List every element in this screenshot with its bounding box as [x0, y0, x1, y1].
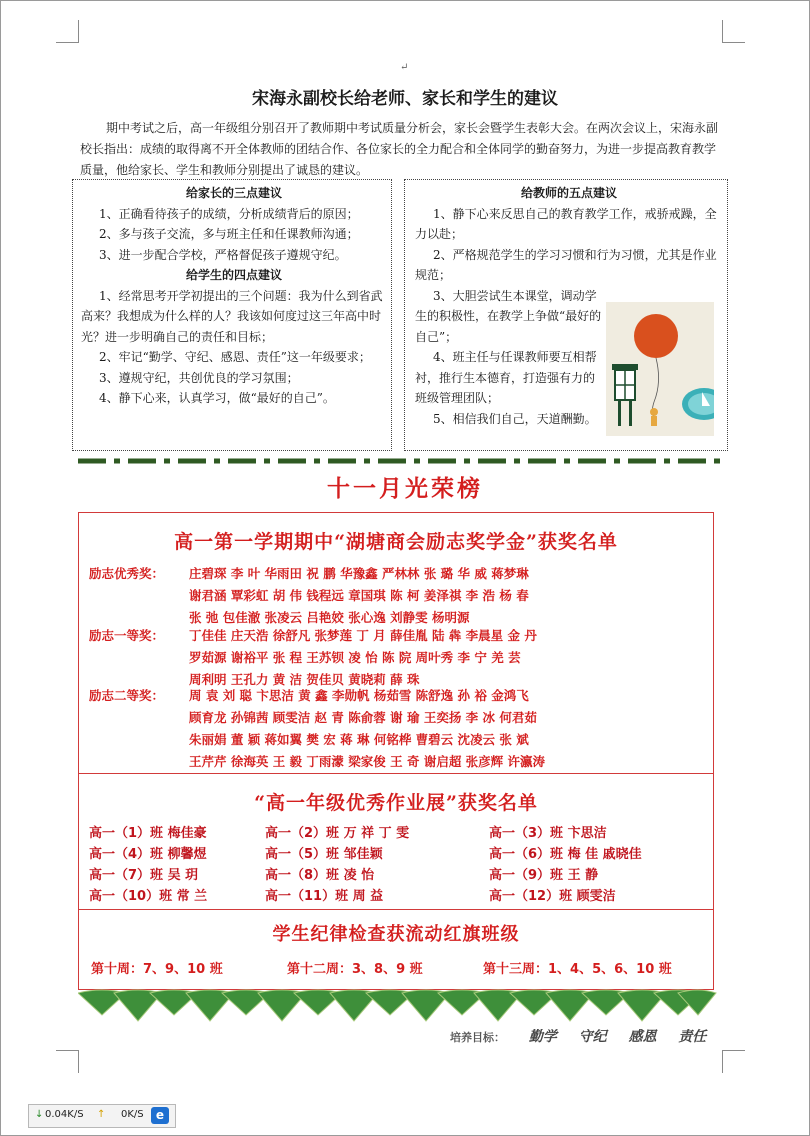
intro-paragraph: 期中考试之后，高一年级组分别召开了教师期中考试质量分析会，家长会暨学生表彰大会。在两次会议上，宋海永副校长指出：成绩的取得离不开全体教师的团结合作、各位家长的全力配合和全体同学的勤奋努力，为进一步提高教育教学质量，他给家长、学生和教师分别提出了诚恳的建议。: [80, 121, 719, 177]
award-names-line: 顾育龙 孙锦茜 顾雯洁 赵 青 陈俞蓉 谢 瑜 王奕扬 李 冰 何君茹: [189, 710, 537, 725]
award-names-line: 周 袁 刘 聪 卞思洁 黄 鑫 李勋帆 杨茹雪 陈舒逸 孙 裕 金鸿飞: [189, 688, 529, 703]
award-names-line: 罗茹源 谢裕平 张 程 王苏钡 凌 怡 陈 院 周叶秀 李 宁 羌 芸: [189, 650, 521, 665]
week-item: 第十三周：1、4、5、6、10 班: [483, 962, 672, 977]
upload-speed: 0K/S: [121, 1109, 144, 1120]
motto-word: 感恩: [628, 1029, 657, 1045]
award-group: [89, 685, 709, 773]
margin-corner-bottom-left: [56, 1050, 79, 1073]
teachers-item: 4、班主任与任课教师要互相帮衬，推行生本德育，打造强有力的班级管理团队；: [415, 350, 597, 405]
teachers-item: 2、严格规范学生的学习习惯和行为习惯，尤其是作业规范；: [415, 247, 717, 282]
students-heading: 给学生的四点建议: [185, 268, 282, 282]
browser-icon[interactable]: e: [151, 1107, 169, 1124]
award-names-line: 庄碧琛 李 叶 华雨田 祝 鹏 华豫鑫 严林林 张 璐 华 威 蒋梦琳: [189, 566, 529, 581]
award-names-line: 王芹芹 徐海英 王 毅 丁雨濛 梁家俊 王 奇 谢启超 张彦辉 许瀛涛: [189, 754, 546, 769]
homework-table: [89, 822, 709, 906]
class-cell: 高一（3）班 卞思洁: [489, 826, 607, 841]
students-item: 1、经常思考开学初提出的三个问题：我为什么到省武高来？我想成为什么样的人？我该如何度过这三年高中时光？进一步明确自己的责任和目标；: [81, 288, 383, 344]
parents-item: 3、进一步配合学校，严格督促孩子遵规守纪。: [99, 247, 347, 262]
motto-word: 责任: [678, 1029, 707, 1045]
award-names-line: 朱丽娟 董 颖 蒋如翼 樊 宏 蒋 琳 何铭桦 曹碧云 沈凌云 张 斌: [189, 732, 529, 747]
paragraph-mark-icon: ↵: [400, 62, 409, 73]
award-names-line: 周利明 王孔力 黄 洁 贺佳贝 黄晓莉 薛 珠: [189, 672, 420, 687]
motto-label: 培养目标：: [450, 1031, 505, 1044]
network-speed-widget[interactable]: [28, 1104, 176, 1128]
award-label: 励志二等奖：: [89, 688, 165, 703]
table-row: [89, 885, 709, 906]
award-label: 励志优秀奖：: [89, 566, 165, 581]
class-cell: 高一（2）班 万 祥 丁 雯: [265, 826, 410, 841]
motto-word: 守纪: [578, 1029, 607, 1045]
class-cell: 高一（12）班 顾雯洁: [489, 889, 616, 904]
teachers-heading: 给教师的五点建议: [520, 186, 617, 200]
margin-corner-bottom-right: [722, 1050, 745, 1073]
homework-section: [78, 774, 714, 910]
download-speed: 0.04K/S: [45, 1109, 84, 1120]
award-names-line: 丁佳佳 庄天浩 徐舒凡 张梦莲 丁 月 薛佳胤 陆 犇 李晨星 金 丹: [189, 628, 537, 643]
class-cell: 高一（6）班 梅 佳 戚晓佳: [489, 847, 642, 862]
table-row: [89, 822, 709, 843]
class-cell: 高一（7）班 吴 玥: [89, 868, 199, 883]
award-label: 励志一等奖：: [89, 628, 165, 643]
homework-title: “高一年级优秀作业展”获奖名单: [254, 792, 538, 814]
class-cell: 高一（5）班 邹佳颖: [265, 847, 383, 862]
honor-roll-title: 十一月光荣榜: [327, 475, 483, 502]
class-cell: 高一（11）班 周 益: [265, 889, 384, 904]
class-cell: 高一（9）班 王 静: [489, 868, 599, 883]
class-cell: 高一（10）班 常 兰: [89, 889, 208, 904]
discipline-section: [78, 910, 714, 990]
download-arrow-icon: ↓: [35, 1109, 44, 1120]
table-row: [89, 843, 709, 864]
week-item: 第十周：7、9、10 班: [91, 962, 223, 977]
teachers-item: 1、静下心来反思自己的教育教学工作，戒骄戒躁，全力以赴；: [415, 206, 717, 241]
class-cell: 高一（1）班 梅佳豪: [89, 826, 207, 841]
award-group: [89, 625, 709, 691]
parents-heading: 给家长的三点建议: [185, 186, 282, 200]
class-cell: 高一（4）班 柳馨煜: [89, 847, 207, 862]
margin-corner-top-left: [56, 20, 79, 43]
class-cell: 高一（8）班 凌 怡: [265, 868, 375, 883]
balloon-illustration: [606, 302, 714, 436]
students-item: 3、遵规守纪，共创优良的学习氛围；: [99, 370, 299, 385]
week-item: 第十二周：3、8、9 班: [287, 962, 423, 977]
section-divider: [78, 458, 728, 464]
table-row: [89, 864, 709, 885]
scholarship-section: [78, 512, 714, 774]
parents-item: 2、多与孩子交流，多与班主任和任课教师沟通；: [99, 227, 359, 241]
scholarship-title: 高一第一学期期中“湖塘商会励志奖学金”获奖名单: [174, 531, 618, 553]
award-group: [89, 563, 709, 629]
parents-students-box: [72, 179, 392, 451]
students-item: 4、静下心来，认真学习，做“最好的自己”。: [99, 391, 335, 405]
award-names-line: 张 弛 包佳澈 张凌云 吕艳姣 张心逸 刘静雯 杨明源: [189, 610, 470, 625]
document-title: 宋海永副校长给老师、家长和学生的建议: [252, 89, 558, 109]
award-names-line: 谢君涵 覃彩虹 胡 伟 钱程远 章国琪 陈 柯 姜泽祺 李 浩 杨 春: [189, 588, 529, 603]
teachers-item: 3、大胆尝试生本课堂，调动学生的积极性，在教学上争做“最好的自己”；: [415, 288, 602, 344]
cultivation-goals: [450, 1026, 740, 1046]
students-item: 2、牢记“勤学、守纪、感恩、责任”这一年级要求；: [99, 350, 371, 364]
parents-item: 1、正确看待孩子的成绩，分析成绩背后的原因；: [99, 206, 359, 221]
discipline-title: 学生纪律检查获流动红旗班级: [272, 924, 520, 945]
motto-word: 勤学: [528, 1029, 557, 1045]
margin-corner-top-right: [722, 20, 745, 43]
upload-arrow-icon: ↑: [97, 1109, 106, 1120]
teachers-item: 5、相信我们自己，天道酬勤。: [433, 411, 597, 426]
